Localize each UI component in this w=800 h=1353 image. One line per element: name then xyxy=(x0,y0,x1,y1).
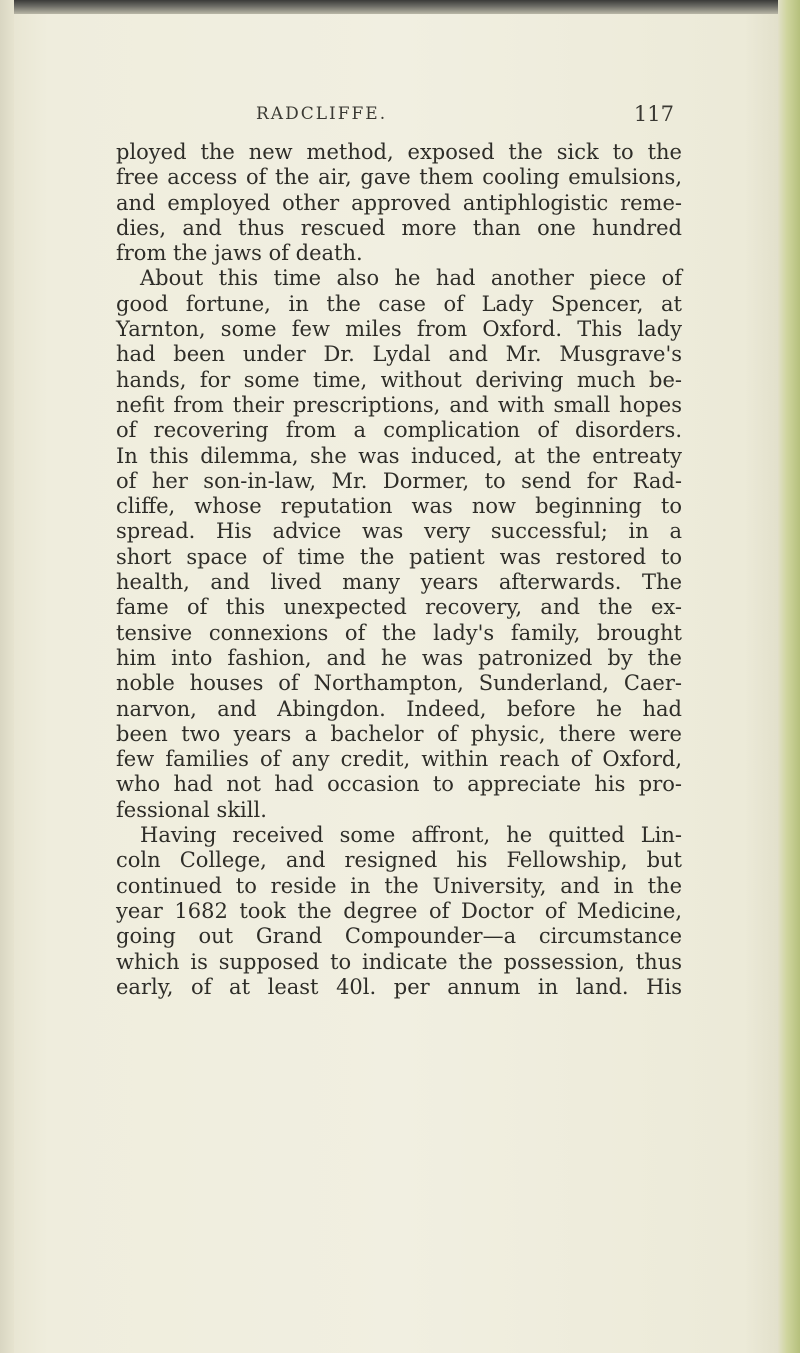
page-left-edge xyxy=(0,0,14,1353)
text-line: Yarnton, some few miles from Oxford. This lady xyxy=(116,317,682,342)
text-line: cliffe, whose reputation was now beginning to xyxy=(116,494,682,519)
text-line: coln College, and resigned his Fellowship, but xyxy=(116,848,682,873)
text-line: of recovering from a complication of disorders. xyxy=(116,418,682,443)
text-line: narvon, and Abingdon. Indeed, before he had xyxy=(116,696,682,721)
text-line: free access of the air, gave them cooling emulsions, xyxy=(116,165,682,190)
text-line: tensive connexions of the lady's family, brought xyxy=(116,620,682,645)
text-line: Having received some affront, he quitted Lin- xyxy=(140,823,682,848)
text-line: short space of time the patient was restored to xyxy=(116,544,682,569)
text-line: had been under Dr. Lydal and Mr. Musgrave's xyxy=(116,342,682,367)
text-line: which is supposed to indicate the possession, thus xyxy=(116,949,682,974)
text-line: fame of this unexpected recovery, and the ex- xyxy=(116,595,682,620)
page-number: 117 xyxy=(633,102,674,126)
text-line: going out Grand Compounder—a circumstance xyxy=(116,924,682,949)
text-line: spread. His advice was very successful; in a xyxy=(116,519,682,544)
page-right-edge xyxy=(778,0,800,1353)
text-line: him into fashion, and he was patronized by the xyxy=(116,645,682,670)
text-line: early, of at least 40l. per annum in land. His xyxy=(116,974,682,999)
text-line: who had not had occasion to appreciate his pro- xyxy=(116,772,682,797)
text-line: fessional skill. xyxy=(116,797,267,822)
text-line: and employed other approved antiphlogistic reme- xyxy=(116,190,682,215)
text-line: from the jaws of death. xyxy=(116,241,363,266)
text-line: health, and lived many years afterwards. The xyxy=(116,570,682,595)
text-line: year 1682 took the degree of Doctor of Medicine, xyxy=(116,898,682,923)
text-line: About this time also he had another piece of xyxy=(140,266,682,291)
text-line: In this dilemma, she was induced, at the entreaty xyxy=(116,443,682,468)
text-line: good fortune, in the case of Lady Spencer, at xyxy=(116,291,682,316)
text-line: ployed the new method, exposed the sick to the xyxy=(116,140,682,164)
text-line: hands, for some time, without deriving much be- xyxy=(116,367,682,392)
page-top-edge xyxy=(0,0,800,14)
text-line: nefit from their prescriptions, and with small hopes xyxy=(116,392,682,417)
text-line: noble houses of Northampton, Sunderland, Caer- xyxy=(116,671,682,696)
text-line: been two years a bachelor of physic, there were xyxy=(116,721,682,746)
text-line: few families of any credit, within reach of Oxford, xyxy=(116,747,682,772)
page-header xyxy=(256,104,674,132)
body-text xyxy=(116,140,682,1000)
running-head: RADCLIFFE. xyxy=(256,104,388,124)
text-line: dies, and thus rescued more than one hundred xyxy=(116,215,682,240)
text-line: of her son-in-law, Mr. Dormer, to send for Rad- xyxy=(116,468,682,493)
text-line: continued to reside in the University, and in the xyxy=(116,873,682,898)
